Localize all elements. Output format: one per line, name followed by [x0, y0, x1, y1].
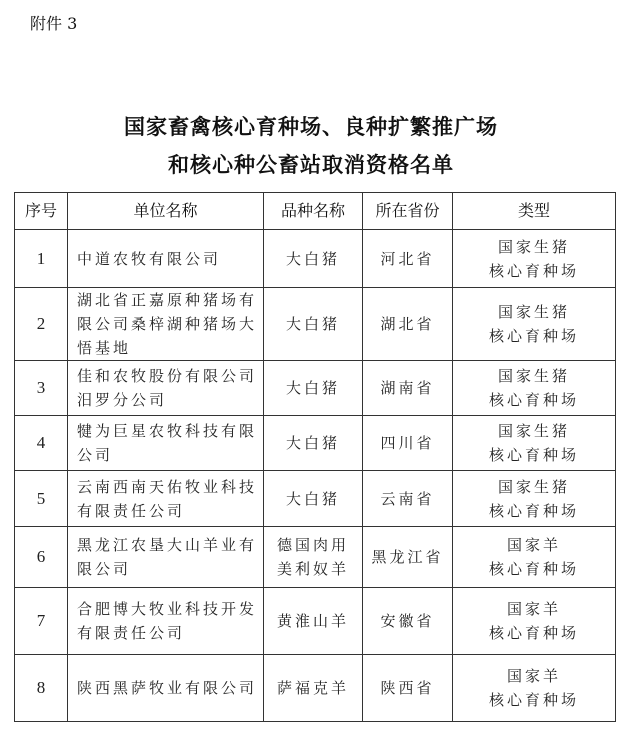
- unit-name: 黑龙江农垦大山羊业有限公司: [68, 527, 264, 588]
- header-type: 类型: [453, 193, 616, 230]
- unit-name: 湖北省正嘉原种猪场有限公司桑梓湖种猪场大悟基地: [68, 288, 264, 361]
- header-breed: 品种名称: [264, 193, 363, 230]
- breed-name: 大白猪: [264, 471, 363, 527]
- province: 云南省: [363, 471, 453, 527]
- province: 湖南省: [363, 361, 453, 416]
- table-header-row: [15, 193, 616, 230]
- row-number: 4: [15, 416, 68, 471]
- province: 黑龙江省: [363, 527, 453, 588]
- type: 国家生猪 核心育种场: [453, 361, 616, 416]
- breed-name: 大白猪: [264, 288, 363, 361]
- revocation-list-table: [14, 192, 616, 722]
- document-title-line-2: 和核心种公畜站取消资格名单: [168, 152, 454, 177]
- row-number: 1: [15, 230, 68, 288]
- unit-name: 佳和农牧股份有限公司汨罗分公司: [68, 361, 264, 416]
- row-number: 7: [15, 588, 68, 655]
- province: 河北省: [363, 230, 453, 288]
- table-row: [15, 655, 616, 722]
- row-number: 8: [15, 655, 68, 722]
- table-row: [15, 288, 616, 361]
- type: 国家生猪 核心育种场: [453, 471, 616, 527]
- type: 国家生猪 核心育种场: [453, 288, 616, 361]
- breed-name: 大白猪: [264, 361, 363, 416]
- type: 国家羊 核心育种场: [453, 588, 616, 655]
- breed-name: 大白猪: [264, 230, 363, 288]
- type: 国家生猪 核心育种场: [453, 230, 616, 288]
- breed-name: 萨福克羊: [264, 655, 363, 722]
- header-province: 所在省份: [363, 193, 453, 230]
- table-row: [15, 471, 616, 527]
- unit-name: 合肥博大牧业科技开发有限责任公司: [68, 588, 264, 655]
- unit-name: 犍为巨星农牧科技有限公司: [68, 416, 264, 471]
- breed-name: 黄淮山羊: [264, 588, 363, 655]
- header-unit: 单位名称: [68, 193, 264, 230]
- table-row: [15, 588, 616, 655]
- unit-name: 陕西黑萨牧业有限公司: [68, 655, 264, 722]
- unit-name: 云南西南天佑牧业科技有限责任公司: [68, 471, 264, 527]
- province: 陕西省: [363, 655, 453, 722]
- breed-name: 大白猪: [264, 416, 363, 471]
- unit-name: 中道农牧有限公司: [68, 230, 264, 288]
- table-row: [15, 527, 616, 588]
- row-number: 5: [15, 471, 68, 527]
- attachment-label: 附件 3: [30, 14, 78, 33]
- province: 四川省: [363, 416, 453, 471]
- table-row: [15, 361, 616, 416]
- province: 湖北省: [363, 288, 453, 361]
- header-no: 序号: [15, 193, 68, 230]
- row-number: 3: [15, 361, 68, 416]
- type: 国家羊 核心育种场: [453, 655, 616, 722]
- table-row: [15, 230, 616, 288]
- province: 安徽省: [363, 588, 453, 655]
- row-number: 2: [15, 288, 68, 361]
- row-number: 6: [15, 527, 68, 588]
- type: 国家生猪 核心育种场: [453, 416, 616, 471]
- document-title-line-1: 国家畜禽核心育种场、良种扩繁推广场: [124, 114, 498, 139]
- table-row: [15, 416, 616, 471]
- breed-name: 德国肉用 美利奴羊: [264, 527, 363, 588]
- type: 国家羊 核心育种场: [453, 527, 616, 588]
